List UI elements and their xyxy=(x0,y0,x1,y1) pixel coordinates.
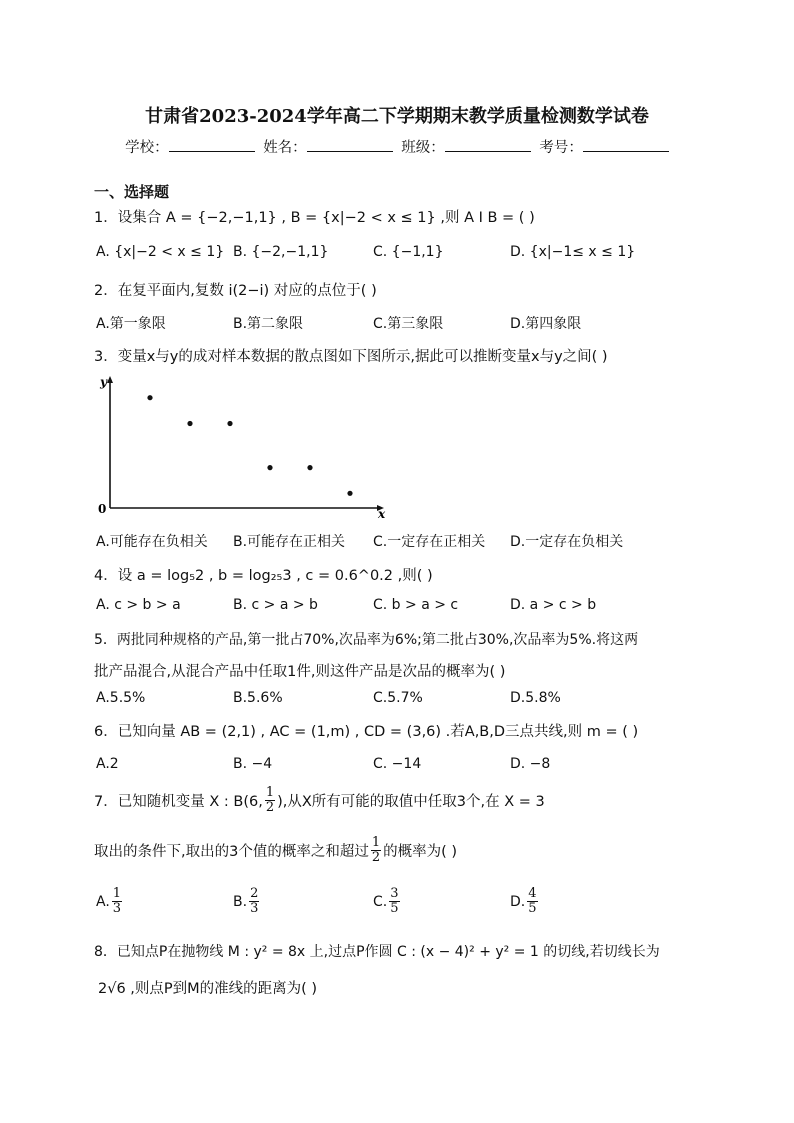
question-2-stem: 2．在复平面内,复数 i(2−i) 对应的点位于( ) xyxy=(94,283,377,299)
scatter-point-6 xyxy=(347,491,352,496)
question-1-stem: 1．设集合 A = {−2,−1,1} , B = {x|−2 < x ≤ 1} ,则 A I B = ( ) xyxy=(94,210,535,226)
question-3-option-b: B.可能存在正相关 xyxy=(233,534,346,550)
question-2-option-b: B.第二象限 xyxy=(233,316,304,332)
x-axis-label: x xyxy=(378,507,386,521)
question-4-option-d: D. a > c > b xyxy=(510,597,597,613)
question-6-option-b: B. −4 xyxy=(233,756,273,772)
scatter-point-3 xyxy=(227,421,232,426)
question-7-stem-post: ),从X所有可能的取值中任取3个,在 X = 3 xyxy=(277,794,545,810)
scatter-points xyxy=(147,395,352,496)
scatter-point-4 xyxy=(267,465,272,470)
scatter-plot xyxy=(94,372,394,522)
question-3-option-d: D.一定存在负相关 xyxy=(510,534,624,550)
question-1-option-b: B. {−2,−1,1} xyxy=(233,244,329,260)
half-denominator-2: 2 xyxy=(371,850,381,865)
exam-number-field: 考号： xyxy=(539,136,669,157)
question-4-option-c: C. b > a > c xyxy=(373,597,459,613)
question-7-stem-pre: 7．已知随机变量 X : B(6, xyxy=(94,794,263,810)
half-fraction xyxy=(265,786,275,815)
school-field: 学校： xyxy=(125,136,259,157)
scatter-point-2 xyxy=(187,421,192,426)
half-denominator: 2 xyxy=(265,800,275,815)
scatter-point-5 xyxy=(307,465,312,470)
question-8-stem-line2: 2√6 ,则点P到M的准线的距离为( ) xyxy=(98,981,318,997)
class-field: 班级： xyxy=(401,136,535,157)
origin-label: 0 xyxy=(98,502,107,516)
question-5-option-b: B.5.6% xyxy=(233,690,283,706)
question-7-option-d: D. $\frac{4}{5}$ xyxy=(510,886,537,916)
question-7-option-c: C. $\frac{3}{5}$ xyxy=(373,886,399,916)
question-3-option-c: C.一定存在正相关 xyxy=(373,534,486,550)
question-4-stem: 4．设 a = log₅2 , b = log₂₅3 , c = 0.6^0.2 ,则( ) xyxy=(94,568,433,584)
question-6-option-d: D. −8 xyxy=(510,756,551,772)
question-6-stem: 6．已知向量 AB = (2,1) , AC = (1,m) , CD = (3,6) .若A,B,D三点共线,则 m = ( ) xyxy=(94,724,639,740)
question-8-stem-line1: 8．已知点P在抛物线 M : y² = 8x 上,过点P作圆 C : (x − 4)² + y² = 1 的切线,若切线长为 xyxy=(94,944,660,960)
question-3-option-a: A.可能存在负相关 xyxy=(96,534,208,550)
student-info-row xyxy=(0,136,794,157)
question-4-option-b: B. c > a > b xyxy=(233,597,318,613)
question-2-option-d: D.第四象限 xyxy=(510,316,582,332)
section-heading: 一、选择题 xyxy=(94,183,170,201)
question-5-stem-line1: 5．两批同种规格的产品,第一批占70%,次品率为6%;第二批占30%,次品率为5%.将这两 xyxy=(94,632,639,648)
question-7-stem-line1 xyxy=(94,786,545,815)
question-2-option-a: A.第一象限 xyxy=(96,316,166,332)
question-1-option-a: A. {x|−2 < x ≤ 1} xyxy=(96,244,225,260)
name-field: 姓名： xyxy=(263,136,397,157)
question-7-stem-line2 xyxy=(94,836,457,865)
question-1-option-d: D. {x|−1≤ x ≤ 1} xyxy=(510,244,636,260)
half-numerator: 1 xyxy=(265,785,275,800)
question-2-option-c: C.第三象限 xyxy=(373,316,444,332)
question-1-option-c: C. {−1,1} xyxy=(373,244,444,260)
question-5-option-a: A.5.5% xyxy=(96,690,146,706)
question-6-option-c: C. −14 xyxy=(373,756,422,772)
question-7-option-a: A. $\frac{1}{3}$ xyxy=(96,886,122,916)
question-4-option-a: A. c > b > a xyxy=(96,597,181,613)
question-7-line2-pre: 取出的条件下,取出的3个值的概率之和超过 xyxy=(94,844,369,860)
question-6-option-a: A.2 xyxy=(96,756,119,772)
question-7-line2-post: 的概率为( ) xyxy=(383,844,458,860)
question-5-stem-line2: 批产品混合,从混合产品中任取1件,则这件产品是次品的概率为( ) xyxy=(94,664,506,680)
half-numerator-2: 1 xyxy=(371,835,381,850)
question-7-option-b: B. $\frac{2}{3}$ xyxy=(233,886,259,916)
half-fraction-2 xyxy=(371,836,381,865)
y-axis-label: y xyxy=(100,375,107,389)
question-5-option-c: C.5.7% xyxy=(373,690,423,706)
question-5-option-d: D.5.8% xyxy=(510,690,561,706)
scatter-point-1 xyxy=(147,395,152,400)
question-3-stem: 3．变量x与y的成对样本数据的散点图如下图所示,据此可以推断变量x与y之间( ) xyxy=(94,349,608,365)
exam-title: 甘肃省2023-2024学年高二下学期期末教学质量检测数学试卷 xyxy=(145,106,649,127)
y-axis-arrow xyxy=(107,376,113,383)
